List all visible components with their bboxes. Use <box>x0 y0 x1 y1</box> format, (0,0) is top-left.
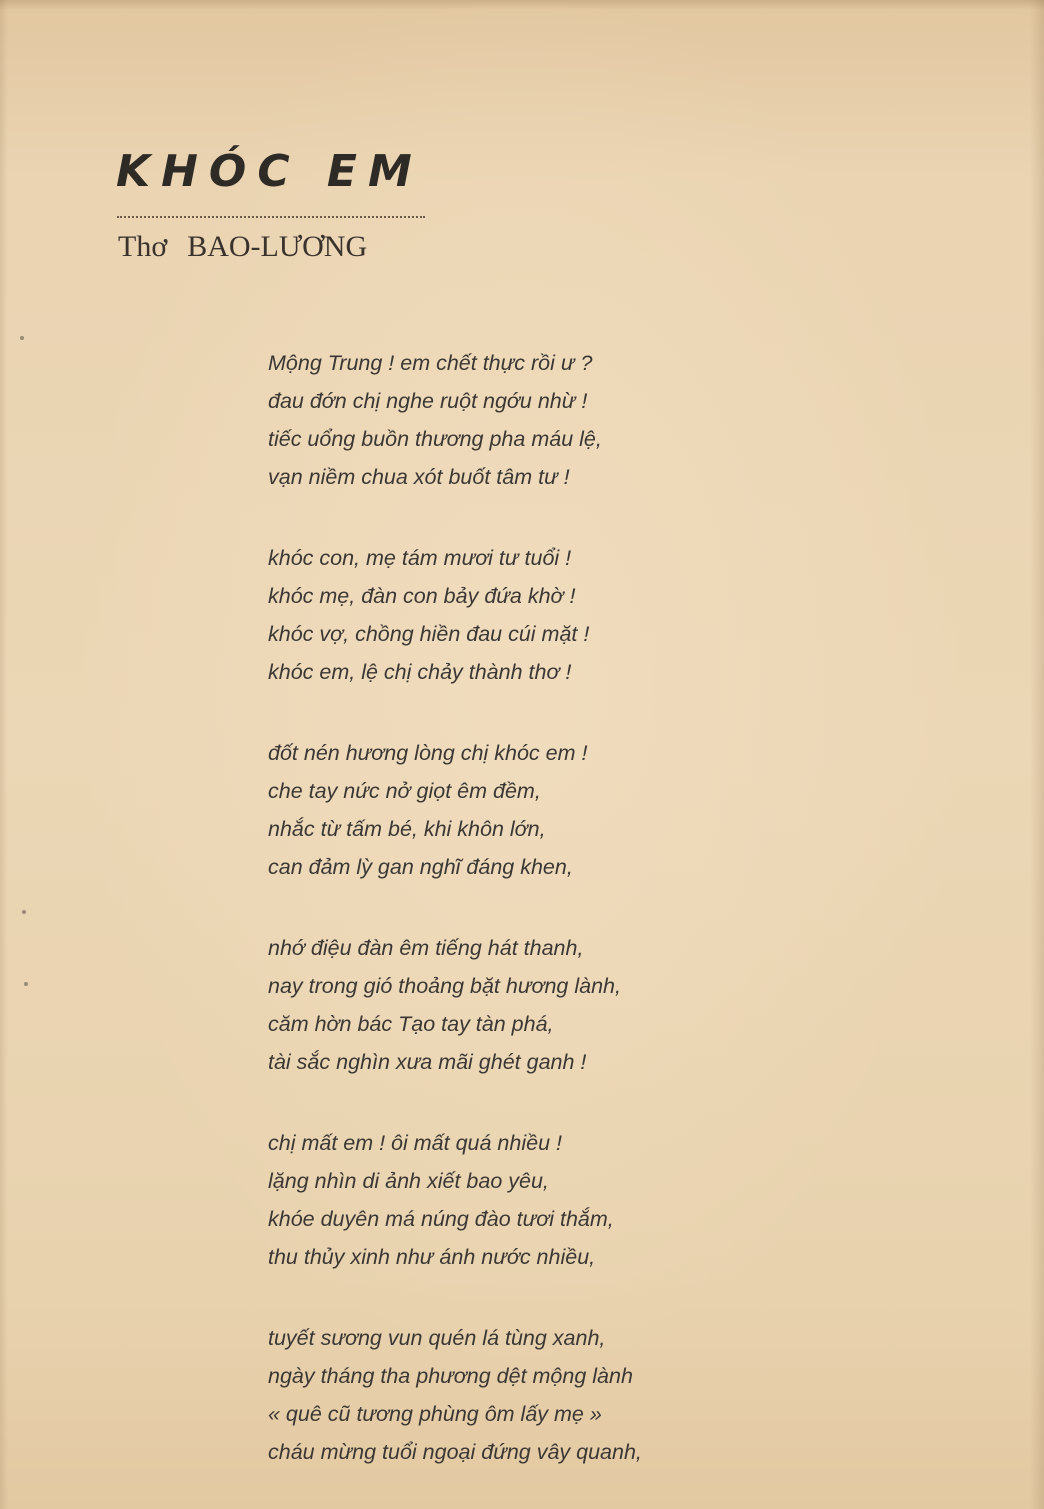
paper-speck <box>20 336 24 340</box>
poem-line: khóc vợ, chồng hiền đau cúi mặt ! <box>268 622 590 646</box>
poem-line: khóc con, mẹ tám mươi tư tuổi ! <box>268 546 572 570</box>
poem-line: lặng nhìn di ảnh xiết bao yêu, <box>268 1169 549 1193</box>
stanza <box>268 734 728 886</box>
byline-author: BAO-LƯƠNG <box>187 230 368 263</box>
poem-line: nhớ điệu đàn êm tiếng hát thanh, <box>268 936 584 960</box>
poem-line: Mộng Trung ! em chết thực rồi ư ? <box>268 351 593 375</box>
poem-line: vạn niềm chua xót buốt tâm tư ! <box>268 465 570 489</box>
stanza <box>268 929 728 1081</box>
stanza <box>268 344 728 496</box>
poem-line: tiếc uổng buồn thương pha máu lệ, <box>268 427 602 451</box>
paper-speck <box>24 982 28 986</box>
stanza <box>268 539 728 691</box>
poem-line: tài sắc nghìn xưa mãi ghét ganh ! <box>268 1050 587 1074</box>
poem-line: tuyết sương vun quén lá tùng xanh, <box>268 1326 606 1350</box>
poem-line: nay trong gió thoảng bặt hương lành, <box>268 974 621 998</box>
page-left-shadow <box>0 0 8 1509</box>
poem-line: nhắc từ tấm bé, khi khôn lớn, <box>268 817 546 841</box>
title-dotted-rule <box>117 216 425 218</box>
poem-line: che tay nức nở giọt êm đềm, <box>268 779 541 803</box>
stanza <box>268 1124 728 1276</box>
poem-line: can đảm lỳ gan nghĩ đáng khen, <box>268 855 573 879</box>
poem-line: cháu mừng tuổi ngoại đứng vây quanh, <box>268 1440 642 1464</box>
byline-prefix: Thơ <box>118 230 168 263</box>
byline <box>118 232 367 262</box>
poem-line: « quê cũ tương phùng ôm lấy mẹ » <box>268 1402 602 1426</box>
poem-line: căm hờn bác Tạo tay tàn phá, <box>268 1012 554 1036</box>
poem-line: khóc mẹ, đàn con bảy đứa khờ ! <box>268 584 576 608</box>
poem-line: khóc em, lệ chị chảy thành thơ ! <box>268 660 572 684</box>
poem-line: chị mất em ! ôi mất quá nhiều ! <box>268 1131 562 1155</box>
poem-line: đau đớn chị nghe ruột ngớu nhừ ! <box>268 389 588 413</box>
page-right-shadow <box>1030 0 1044 1509</box>
poem-title: KHÓC EM <box>116 146 423 197</box>
poem-line: khóe duyên má núng đào tươi thắm, <box>268 1207 614 1231</box>
poem-body <box>268 344 728 1509</box>
stanza <box>268 1319 728 1471</box>
page-top-shadow <box>0 0 1044 10</box>
paper-speck <box>22 910 26 914</box>
poem-line: thu thủy xinh như ánh nước nhiều, <box>268 1245 596 1269</box>
poem-line: đốt nén hương lòng chị khóc em ! <box>268 741 588 765</box>
poem-line: ngày tháng tha phương dệt mộng lành <box>268 1364 633 1388</box>
